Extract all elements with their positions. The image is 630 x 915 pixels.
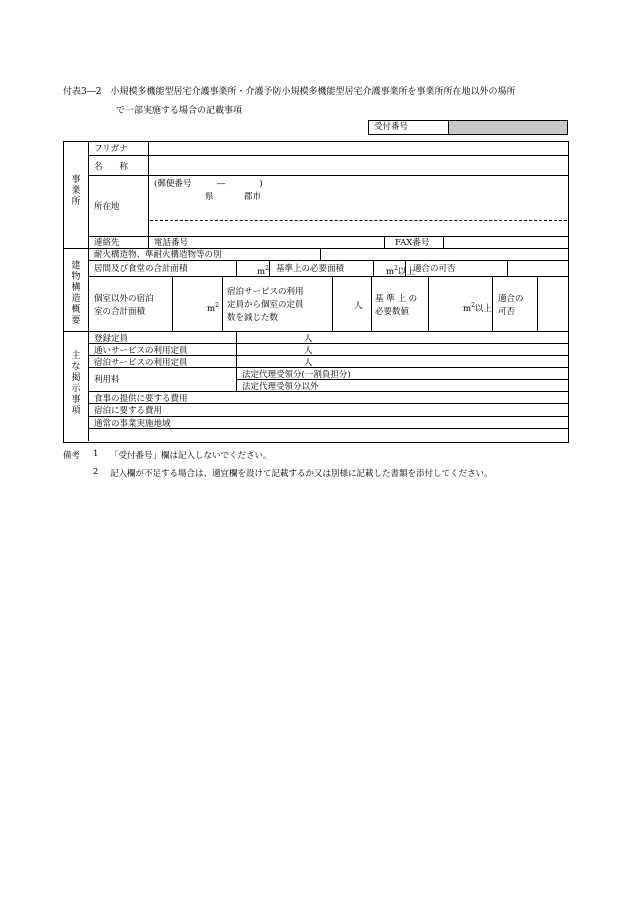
living-dining-area-label: 居間及び食堂の合計面積: [94, 264, 188, 274]
required-area-label: 基準上の必要面積: [276, 264, 345, 274]
items-section-label: 主な掲示事項: [71, 351, 81, 416]
receipt-number-field: [449, 121, 567, 134]
prefecture-label: 県: [205, 192, 214, 202]
registered-capacity-label: 登録定員: [94, 334, 129, 344]
contact-label: 連絡先: [94, 238, 120, 248]
application-form-table: [63, 141, 569, 443]
note-1-number: 1: [93, 449, 99, 459]
receipt-number-box: [368, 120, 568, 135]
stay-cost-label: 宿泊に要する費用: [94, 406, 163, 416]
registered-capacity-unit: 人: [304, 334, 313, 344]
capacity-minus-rooms-label-2: 定員から個室の定員: [227, 300, 304, 310]
receipt-number-label: 受付番号: [369, 121, 449, 134]
living-area-unit: $m^2$: [257, 265, 269, 277]
fax-label: FAX番号: [395, 238, 430, 248]
conformity-label: 適合の可否: [413, 264, 456, 274]
fee-label: 利用料: [94, 375, 120, 385]
notes-label: 備考: [63, 451, 81, 461]
required-area-unit: $m^2$以上: [386, 265, 415, 277]
note-1-text: 「受付番号」欄は記入しないでください。: [110, 451, 272, 461]
capacity-unit: 人: [354, 301, 363, 311]
private-rooms-area-label-1: 個室以外の宿泊: [94, 294, 154, 304]
conformity2-label-1: 適合の: [498, 294, 524, 304]
day-service-capacity-unit: 人: [304, 346, 313, 356]
postal-code-label: (郵便番号 ― ): [154, 179, 263, 189]
required-count-unit: $m^2$以上: [463, 302, 492, 314]
name-label: 名 称: [94, 162, 129, 172]
overnight-capacity-label: 宿泊サービスの利用定員: [94, 358, 188, 368]
form-title-line2: で一部実施する場合の記載事項: [116, 106, 243, 116]
required-count-label-1: 基 準 上 の: [375, 294, 418, 304]
required-count-label-2: 必要数値: [375, 307, 410, 317]
form-title-line1: 付表3―2 小規模多機能型居宅介護事業所・介護予防小規模多機能型居宅介護事業所を事業所所在地以外の場所: [63, 87, 516, 97]
building-section-label: 建物構造概要: [71, 261, 81, 326]
conformity2-label-2: 可否: [498, 307, 516, 317]
furigana-label: フリガナ: [94, 144, 128, 154]
address-label: 所在地: [94, 202, 120, 212]
private-rooms-area-label-2: 室の合計面積: [94, 307, 146, 317]
phone-label: 電話番号: [154, 238, 189, 248]
capacity-minus-rooms-label-1: 宿泊サービスの利用: [227, 287, 304, 297]
fee-statutory-other-label: 法定代理受領分以外: [242, 382, 319, 392]
private-rooms-area-unit: $m^2$: [207, 302, 219, 314]
meal-cost-label: 食事の提供に要する費用: [94, 394, 188, 404]
fireproof-structure-label: 耐火構造物、準耐火構造物等の別: [94, 250, 222, 260]
fee-statutory-one-label: 法定代理受領分(一割負担分): [242, 370, 351, 380]
note-2-number: 2: [93, 467, 99, 477]
service-area-label: 通常の事業実施地域: [94, 419, 171, 429]
day-service-capacity-label: 通いサービスの利用定員: [94, 346, 188, 356]
overnight-capacity-unit: 人: [304, 358, 313, 368]
note-2-text: 記入欄が不足する場合は、適宜欄を設けて記載するか又は別様に記載した書類を添付してください。: [110, 469, 493, 479]
capacity-minus-rooms-label-3: 数を減じた数: [227, 313, 279, 323]
office-section-label: 事業所: [71, 175, 81, 207]
city-label: 郡市: [244, 192, 262, 202]
